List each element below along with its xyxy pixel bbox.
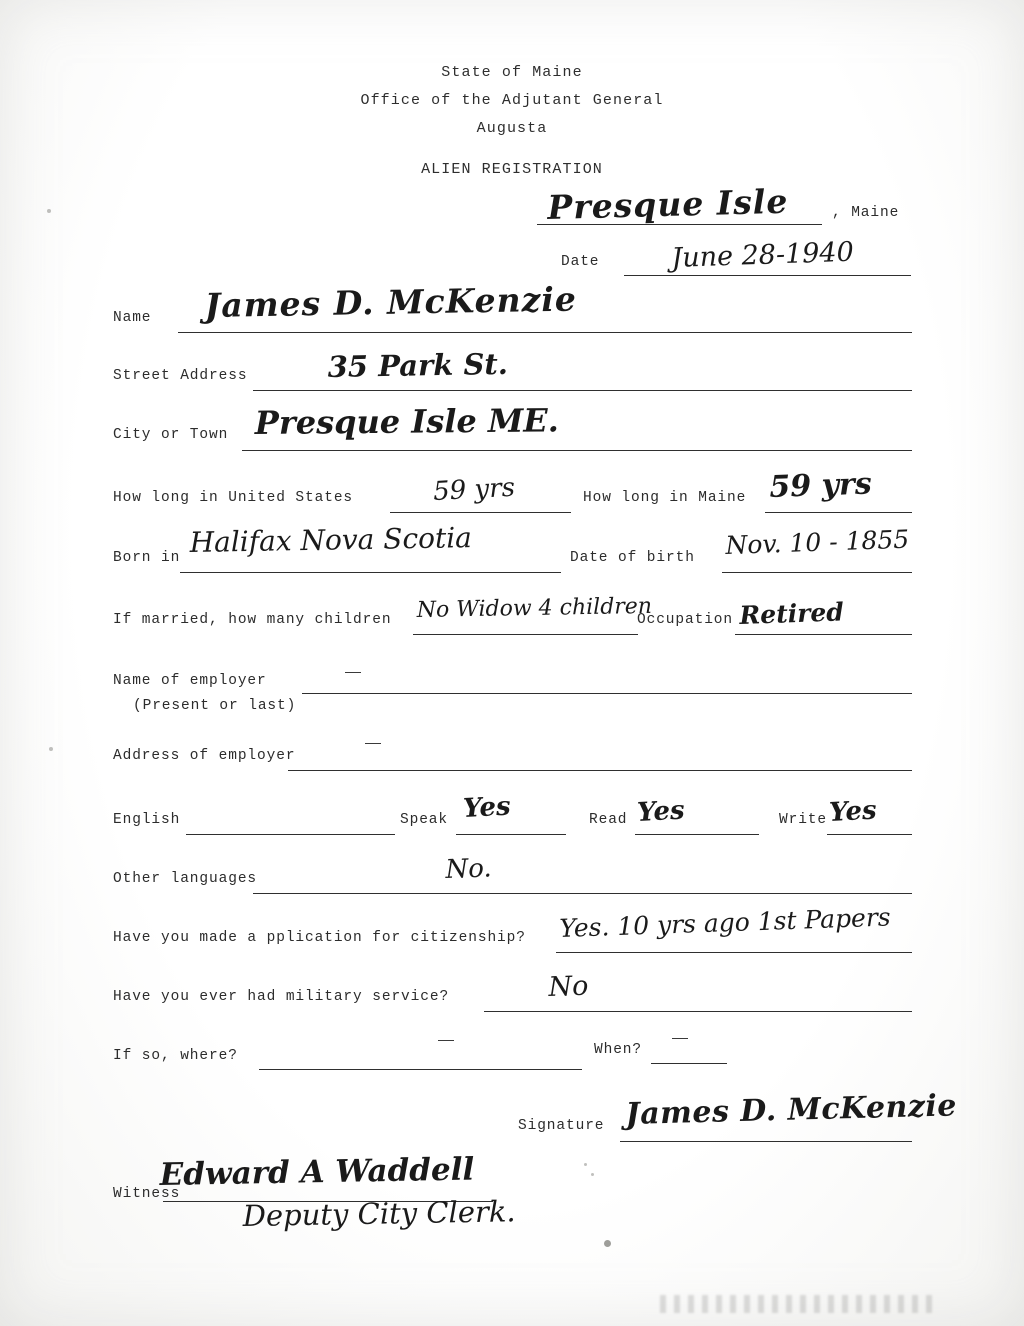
how-long-maine-label: How long in Maine — [583, 490, 747, 506]
witness-title-entry: Deputy City Clerk. — [242, 1194, 516, 1233]
military-entry: No — [547, 970, 589, 1003]
occupation-entry: Retired — [738, 597, 845, 630]
date-rule — [624, 275, 911, 276]
date-of-birth-rule — [722, 572, 912, 573]
children-entry: No Widow 4 children — [416, 593, 653, 623]
read-label: Read — [589, 812, 628, 828]
witness-entry: Edward A Waddell — [159, 1151, 475, 1193]
city-or-town-label: City or Town — [113, 427, 229, 443]
how-long-us-entry: 59 yrs — [432, 472, 516, 507]
employer-name-sublabel: (Present or last) — [133, 698, 297, 714]
how-long-maine-rule — [765, 512, 912, 513]
city-or-town-rule — [242, 450, 912, 451]
date-of-birth-entry: Nov. 10 - 1855 — [724, 524, 910, 560]
english-rule — [186, 834, 395, 835]
header-line-city: Augusta — [476, 120, 548, 137]
header-line-office: Office of the Adjutant General — [360, 92, 664, 109]
read-entry: Yes — [636, 795, 686, 828]
speak-label: Speak — [400, 812, 449, 828]
speak-entry: Yes — [462, 791, 512, 824]
how-long-us-label: How long in United States — [113, 490, 354, 506]
when-label: When? — [594, 1042, 643, 1058]
date-label: Date — [561, 254, 600, 270]
scan-speck — [47, 209, 51, 213]
read-rule — [635, 834, 759, 835]
employer-name-label: Name of employer — [113, 673, 267, 689]
scan-edge-artifact — [660, 1295, 940, 1313]
street-address-entry: 35 Park St. — [327, 346, 509, 384]
military-rule — [484, 1011, 912, 1012]
occupation-rule — [735, 634, 912, 635]
name-entry: James D. McKenzie — [204, 279, 578, 325]
speak-rule — [456, 834, 566, 835]
military-label: Have you ever had military service? — [113, 989, 450, 1005]
born-in-label: Born in — [113, 550, 181, 566]
scan-speck — [584, 1163, 587, 1166]
children-rule — [413, 634, 638, 635]
born-in-rule — [180, 572, 561, 573]
if-so-where-label: If so, where? — [113, 1048, 238, 1064]
citizenship-entry: Yes. 10 yrs ago 1st Papers — [558, 902, 892, 943]
name-rule — [178, 332, 912, 333]
write-entry: Yes — [828, 795, 878, 828]
employer-name-rule — [302, 693, 912, 694]
scan-speck — [49, 747, 53, 751]
children-label: If married, how many children — [113, 612, 392, 628]
header-line-title: ALIEN REGISTRATION — [421, 161, 603, 178]
citizenship-label: Have you made a pplication for citizenship? — [113, 930, 526, 946]
english-label: English — [113, 812, 181, 828]
how-long-maine-entry: 59 yrs — [768, 466, 873, 505]
scan-speck — [604, 1240, 611, 1247]
scan-speck — [591, 1173, 594, 1176]
street-address-rule — [253, 390, 912, 391]
date-of-birth-label: Date of birth — [570, 550, 695, 566]
city-or-town-entry: Presque Isle ME. — [254, 401, 560, 442]
signature-label: Signature — [518, 1118, 605, 1134]
other-languages-entry: No. — [444, 853, 493, 885]
header-line-state: State of Maine — [441, 64, 583, 81]
other-languages-rule — [253, 893, 912, 894]
other-languages-label: Other languages — [113, 871, 258, 887]
citizenship-rule — [556, 952, 912, 953]
when-rule — [651, 1063, 727, 1064]
when-entry-dash — [672, 1038, 688, 1039]
employer-name-entry-dash — [345, 672, 361, 673]
street-address-label: Street Address — [113, 368, 248, 384]
signature-rule — [620, 1141, 912, 1142]
name-label: Name — [113, 310, 152, 326]
place-suffix-label: , Maine — [832, 205, 900, 221]
date-entry: June 28-1940 — [670, 236, 855, 274]
place-entry: Presque Isle — [546, 181, 789, 227]
employer-address-label: Address of employer — [113, 748, 296, 764]
signature-entry: James D. McKenzie — [625, 1088, 958, 1132]
if-so-where-rule — [259, 1069, 582, 1070]
if-so-where-entry-dash — [438, 1040, 454, 1041]
occupation-label: Occupation — [637, 612, 734, 628]
employer-address-rule — [288, 770, 912, 771]
born-in-entry: Halifax Nova Scotia — [189, 521, 473, 559]
employer-address-entry-dash — [365, 743, 381, 744]
write-label: Write — [779, 812, 828, 828]
write-rule — [827, 834, 912, 835]
witness-label: Witness — [113, 1186, 181, 1202]
how-long-us-rule — [390, 512, 571, 513]
